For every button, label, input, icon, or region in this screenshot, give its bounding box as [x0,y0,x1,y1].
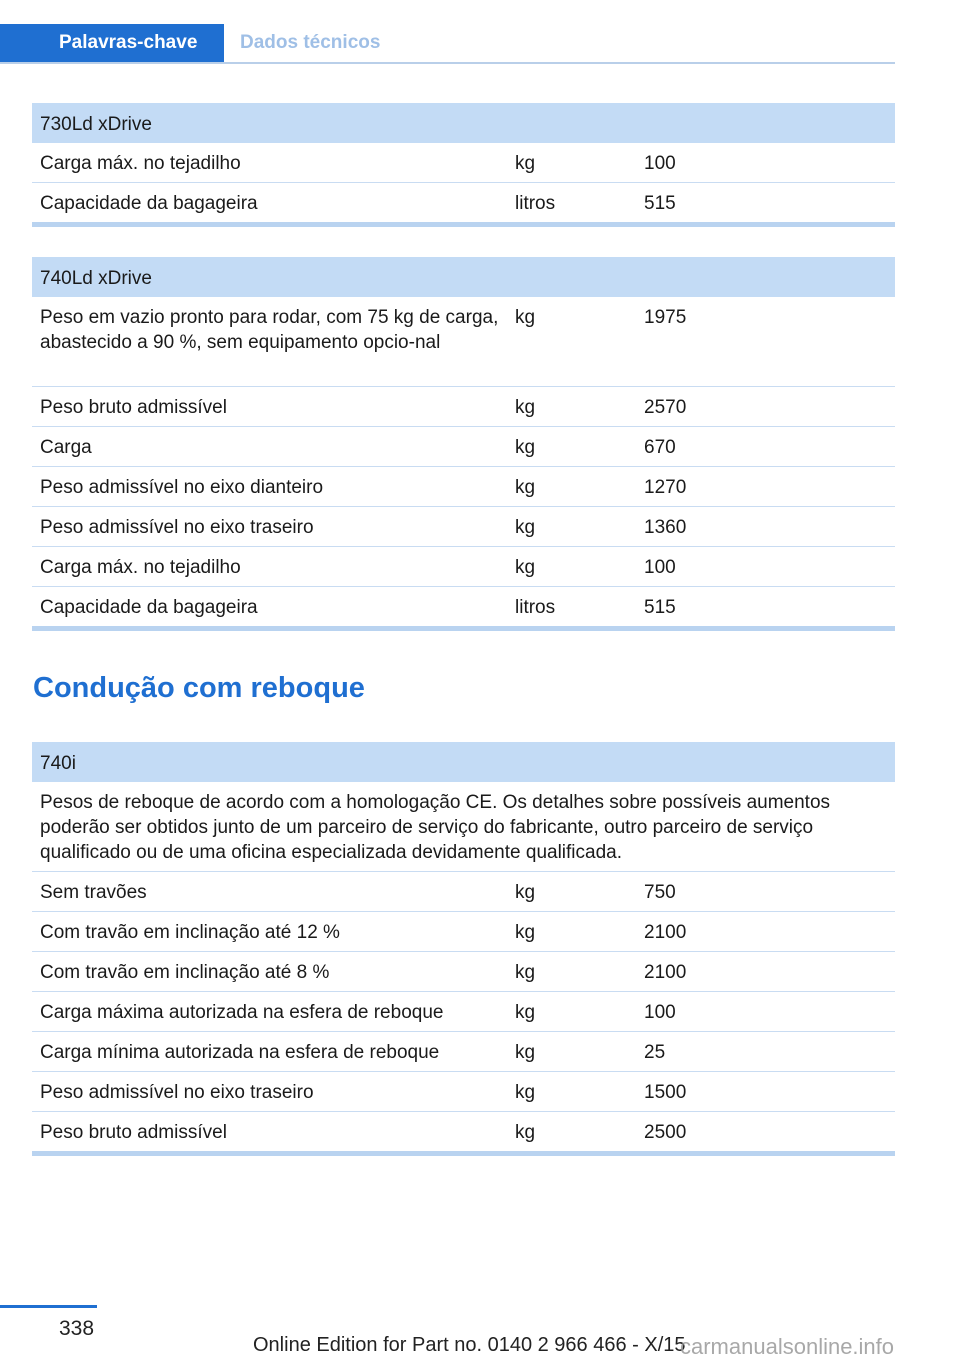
row-unit: kg [515,307,536,328]
row-unit: kg [515,962,536,983]
table-row [32,587,895,631]
table-row [32,297,895,387]
row-label: Carga máxima autorizada na esfera de reboque [40,1002,444,1023]
row-unit: kg [515,437,536,458]
row-unit: kg [515,153,536,174]
row-label: Peso bruto admissível [40,397,227,418]
row-unit: kg [515,882,536,903]
row-value: 515 [644,193,676,214]
row-unit: kg [515,1122,536,1143]
row-label: Capacidade da bagageira [40,193,258,214]
table-header [32,742,895,782]
table-title: 730Ld xDrive [40,114,152,135]
table-header [32,103,895,143]
row-label: Peso admissível no eixo dianteiro [40,477,324,498]
row-value: 25 [644,1042,666,1063]
table-title: 740i [40,753,76,774]
row-value: 2500 [644,1122,687,1143]
table-note: Pesos de reboque de acordo com a homologação CE. Os detalhes sobre possíveis aumentos poderão ser obtidos junto de um parceiro de serviço do fabricante, outro parceiro de serviço qualificado ou de uma oficina especializada devidamente qualificada. [40,792,831,863]
page-number-rule [0,1305,97,1308]
table-row [32,1072,895,1112]
row-value: 2100 [644,962,687,983]
row-unit: litros [515,193,556,214]
table-header [32,257,895,297]
row-label: Carga máx. no tejadilho [40,153,241,174]
row-unit: kg [515,1082,536,1103]
table-row [32,427,895,467]
table-row [32,1112,895,1156]
table-row [32,183,895,227]
row-unit: kg [515,1002,536,1023]
row-value: 670 [644,437,676,458]
table-730ld-xdrive [32,103,895,227]
header-tab-bar [0,24,895,64]
table-row [32,872,895,912]
row-label: Peso em vazio pronto para rodar, com 75 kg de carga, abastecido a 90 %, sem equipamento opcio-nal [40,307,499,353]
row-label: Peso admissível no eixo traseiro [40,1082,314,1103]
row-label: Carga mínima autorizada na esfera de reboque [40,1042,440,1063]
row-label: Capacidade da bagageira [40,597,258,618]
table-740i-towing [32,742,895,1156]
row-label: Peso admissível no eixo traseiro [40,517,314,538]
row-value: 2100 [644,922,687,943]
row-value: 100 [644,557,676,578]
table-row [32,1032,895,1072]
tab-palavras-chave[interactable]: Palavras-chave [0,24,224,62]
table-row [32,952,895,992]
table-row [32,507,895,547]
row-label: Carga máx. no tejadilho [40,557,241,578]
row-value: 2570 [644,397,687,418]
table-row [32,143,895,183]
row-label: Com travão em inclinação até 12 % [40,922,340,943]
watermark: carmanualsonline.info [680,1334,895,1359]
row-value: 100 [644,1002,676,1023]
row-value: 100 [644,153,676,174]
table-row [32,547,895,587]
row-unit: litros [515,597,556,618]
row-unit: kg [515,397,536,418]
tab-dados-tecnicos[interactable]: Dados técnicos [240,32,381,53]
section-title: Condução com reboque [33,672,365,704]
row-value: 1975 [644,307,687,328]
row-value: 1270 [644,477,687,498]
row-unit: kg [515,922,536,943]
table-row [32,467,895,507]
row-value: 1360 [644,517,687,538]
table-note-row [32,782,895,872]
row-value: 750 [644,882,676,903]
row-unit: kg [515,517,536,538]
row-label: Com travão em inclinação até 8 % [40,962,330,983]
row-label: Carga [40,437,92,458]
row-unit: kg [515,557,536,578]
row-unit: kg [515,477,536,498]
row-value: 515 [644,597,676,618]
table-row [32,912,895,952]
table-title: 740Ld xDrive [40,268,152,289]
edition-footer: Online Edition for Part no. 0140 2 966 466 - X/15 [253,1334,686,1356]
row-label: Sem travões [40,882,147,903]
row-label: Peso bruto admissível [40,1122,227,1143]
row-unit: kg [515,1042,536,1063]
table-row [32,387,895,427]
table-row [32,992,895,1032]
page-number: 338 [59,1317,95,1340]
table-740ld-xdrive [32,257,895,631]
row-value: 1500 [644,1082,687,1103]
